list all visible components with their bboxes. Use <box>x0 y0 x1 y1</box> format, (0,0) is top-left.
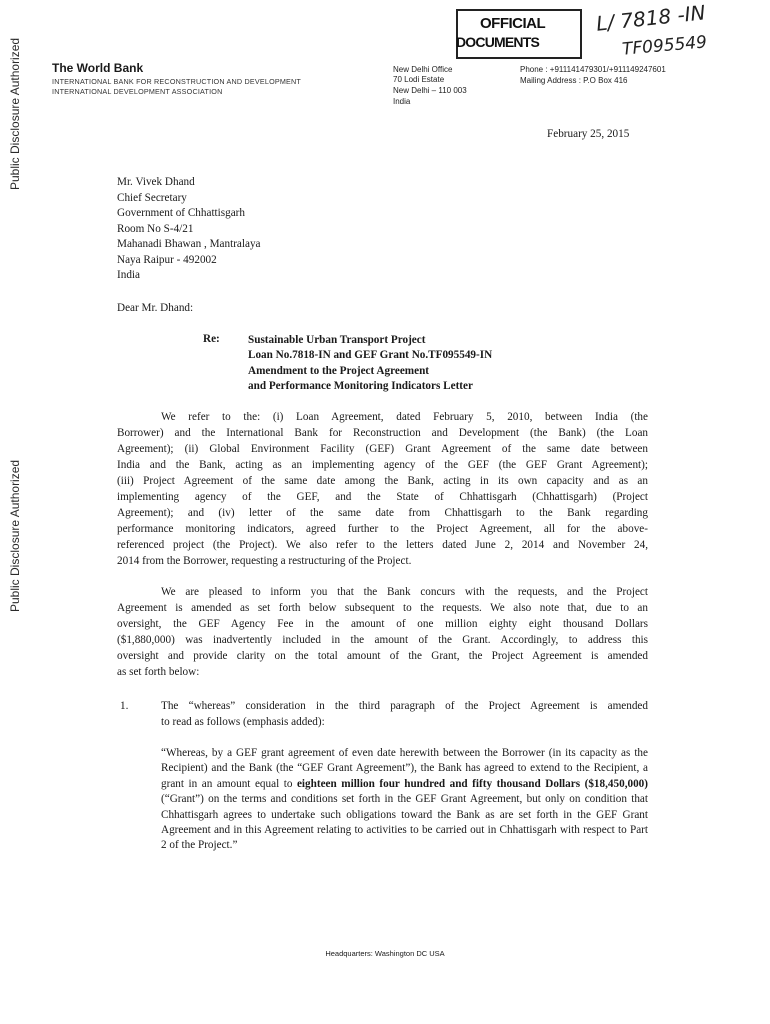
footer-headquarters: Headquarters: Washington DC USA <box>325 949 445 958</box>
quote-grant-amount: eighteen million four hundred and fifty thousand Dollars ($18,450,000) <box>296 777 649 790</box>
para-line: oversight, the GEF Agency Fee in the amount of one million eighty eight thousand Dollars <box>117 618 648 630</box>
para-line: Agreement); and (iv) letter of the same date from Chhattisgarh to the Bank regarding <box>117 507 648 519</box>
recipient-line: Government of Chhattisgarh <box>117 207 246 219</box>
letter-date: February 25, 2015 <box>547 128 630 140</box>
amended-whereas-quote <box>161 746 648 854</box>
para-line: Borrower) and the International Bank for Reconstruction and Development (the Bank) (the Loan <box>117 427 648 439</box>
recipient-line: Mahanadi Bhawan , Mantralaya <box>117 238 261 250</box>
recipient-line: Naya Raipur - 492002 <box>117 253 217 266</box>
official-documents-stamp <box>456 9 582 59</box>
para-line: performance monitoring indicators, agreed further to the Project Agreement, all for the above- <box>117 523 648 535</box>
letterhead-sub-ida: INTERNATIONAL DEVELOPMENT ASSOCIATION <box>52 87 223 96</box>
office-phone: Phone : +911141479301/+911149247601 <box>520 65 666 74</box>
salutation: Dear Mr. Dhand: <box>117 302 194 314</box>
quote-text-2: (“Grant”) on the terms and conditions set forth in the GEF Grant Agreement, but only on condition that Chhattisgarh agrees to undertake such obligations toward the Bank as are set forth in the GEF Grant Agreement and in this Agreement relating to activities to be carried out in Chhattisgarh with respect to Part 2 of the Project.” <box>161 793 648 852</box>
quote-text-1: “Whereas, by a GEF grant agreement of even date herewith between the Borrower (in its capacity as the Recipient) and the Bank (the “GEF Grant Agreement”), the Bank has agreed to extend to the Recipient, a grant in an amount equal to <box>161 747 648 790</box>
handwritten-loan-ref: L/ 7818 -IN <box>595 0 707 36</box>
para-line: ($1,880,000) was inadvertently included in the amount of the Grant. Accordingly, to address this <box>117 634 648 646</box>
re-line: Sustainable Urban Transport Project <box>248 334 426 346</box>
para-line: We refer to the: (i) Loan Agreement, dated February 5, 2010, between India (the <box>161 411 648 423</box>
para-line: We are pleased to inform you that the Bank concurs with the requests, and the Project <box>161 586 648 598</box>
re-line: and Performance Monitoring Indicators Letter <box>248 379 473 392</box>
re-line: Loan No.7818-IN and GEF Grant No.TF095549-IN <box>248 349 493 362</box>
office-line: India <box>393 97 411 106</box>
letterhead-sub-ibrd: INTERNATIONAL BANK FOR RECONSTRUCTION AND DEVELOPMENT <box>52 77 302 86</box>
office-line: 70 Lodi Estate <box>393 75 445 84</box>
para-line: Agreement is amended as set forth below subsequent to the requests. We also note that, due to an <box>117 602 648 614</box>
handwritten-grant-ref: TF095549 <box>621 32 708 60</box>
stamp-line-2: DOCUMENTS <box>456 34 540 50</box>
para-line: as set forth below: <box>117 666 200 678</box>
stamp-line-1: OFFICIAL <box>480 15 546 32</box>
item-line: to read as follows (emphasis added): <box>161 716 325 728</box>
letterhead-org: The World Bank <box>52 61 144 75</box>
para-line: 2014 from the Borrower, requesting a restructuring of the Project. <box>117 555 412 567</box>
re-line: Amendment to the Project Agreement <box>248 364 430 377</box>
recipient-address <box>117 175 261 284</box>
para-line: (iii) Project Agreement of the same date among the Bank, acting in its own capacity and as an <box>117 475 648 487</box>
office-line: New Delhi – 110 003 <box>393 86 467 95</box>
para-line: referenced project (the Project). We also refer to the letters dated June 2, 2014 and November 24, <box>117 539 648 551</box>
recipient-line: Chief Secretary <box>117 191 187 204</box>
recipient-line: India <box>117 269 140 281</box>
item-line: The “whereas” consideration in the third paragraph of the Project Agreement is amended <box>161 700 648 712</box>
para-line: implementing agency of the GEF, and the State of Chhattisgarh (Chhattisgarh) (Project <box>117 491 648 503</box>
para-line: Agreement); (ii) Global Environment Facility (GEF) Grant Agreement of the same date between <box>117 443 648 455</box>
disclosure-label-top: Public Disclosure Authorized <box>8 37 22 190</box>
recipient-line: Room No S-4/21 <box>117 222 194 235</box>
para-line: oversight and provide clarity on the total amount of the Grant, the Project Agreement is amended <box>117 650 648 662</box>
recipient-line: Mr. Vivek Dhand <box>117 176 195 188</box>
item-number: 1. <box>120 700 129 712</box>
office-line: New Delhi Office <box>393 65 453 74</box>
re-label: Re: <box>203 333 220 345</box>
office-mailing: Mailing Address : P.O Box 416 <box>520 76 628 85</box>
re-subject <box>248 333 492 394</box>
disclosure-label-bottom: Public Disclosure Authorized <box>8 459 22 612</box>
para-line: India and the Bank, acting as an implementing agency of the GEF (the GEF Grant Agreement); <box>117 459 648 471</box>
